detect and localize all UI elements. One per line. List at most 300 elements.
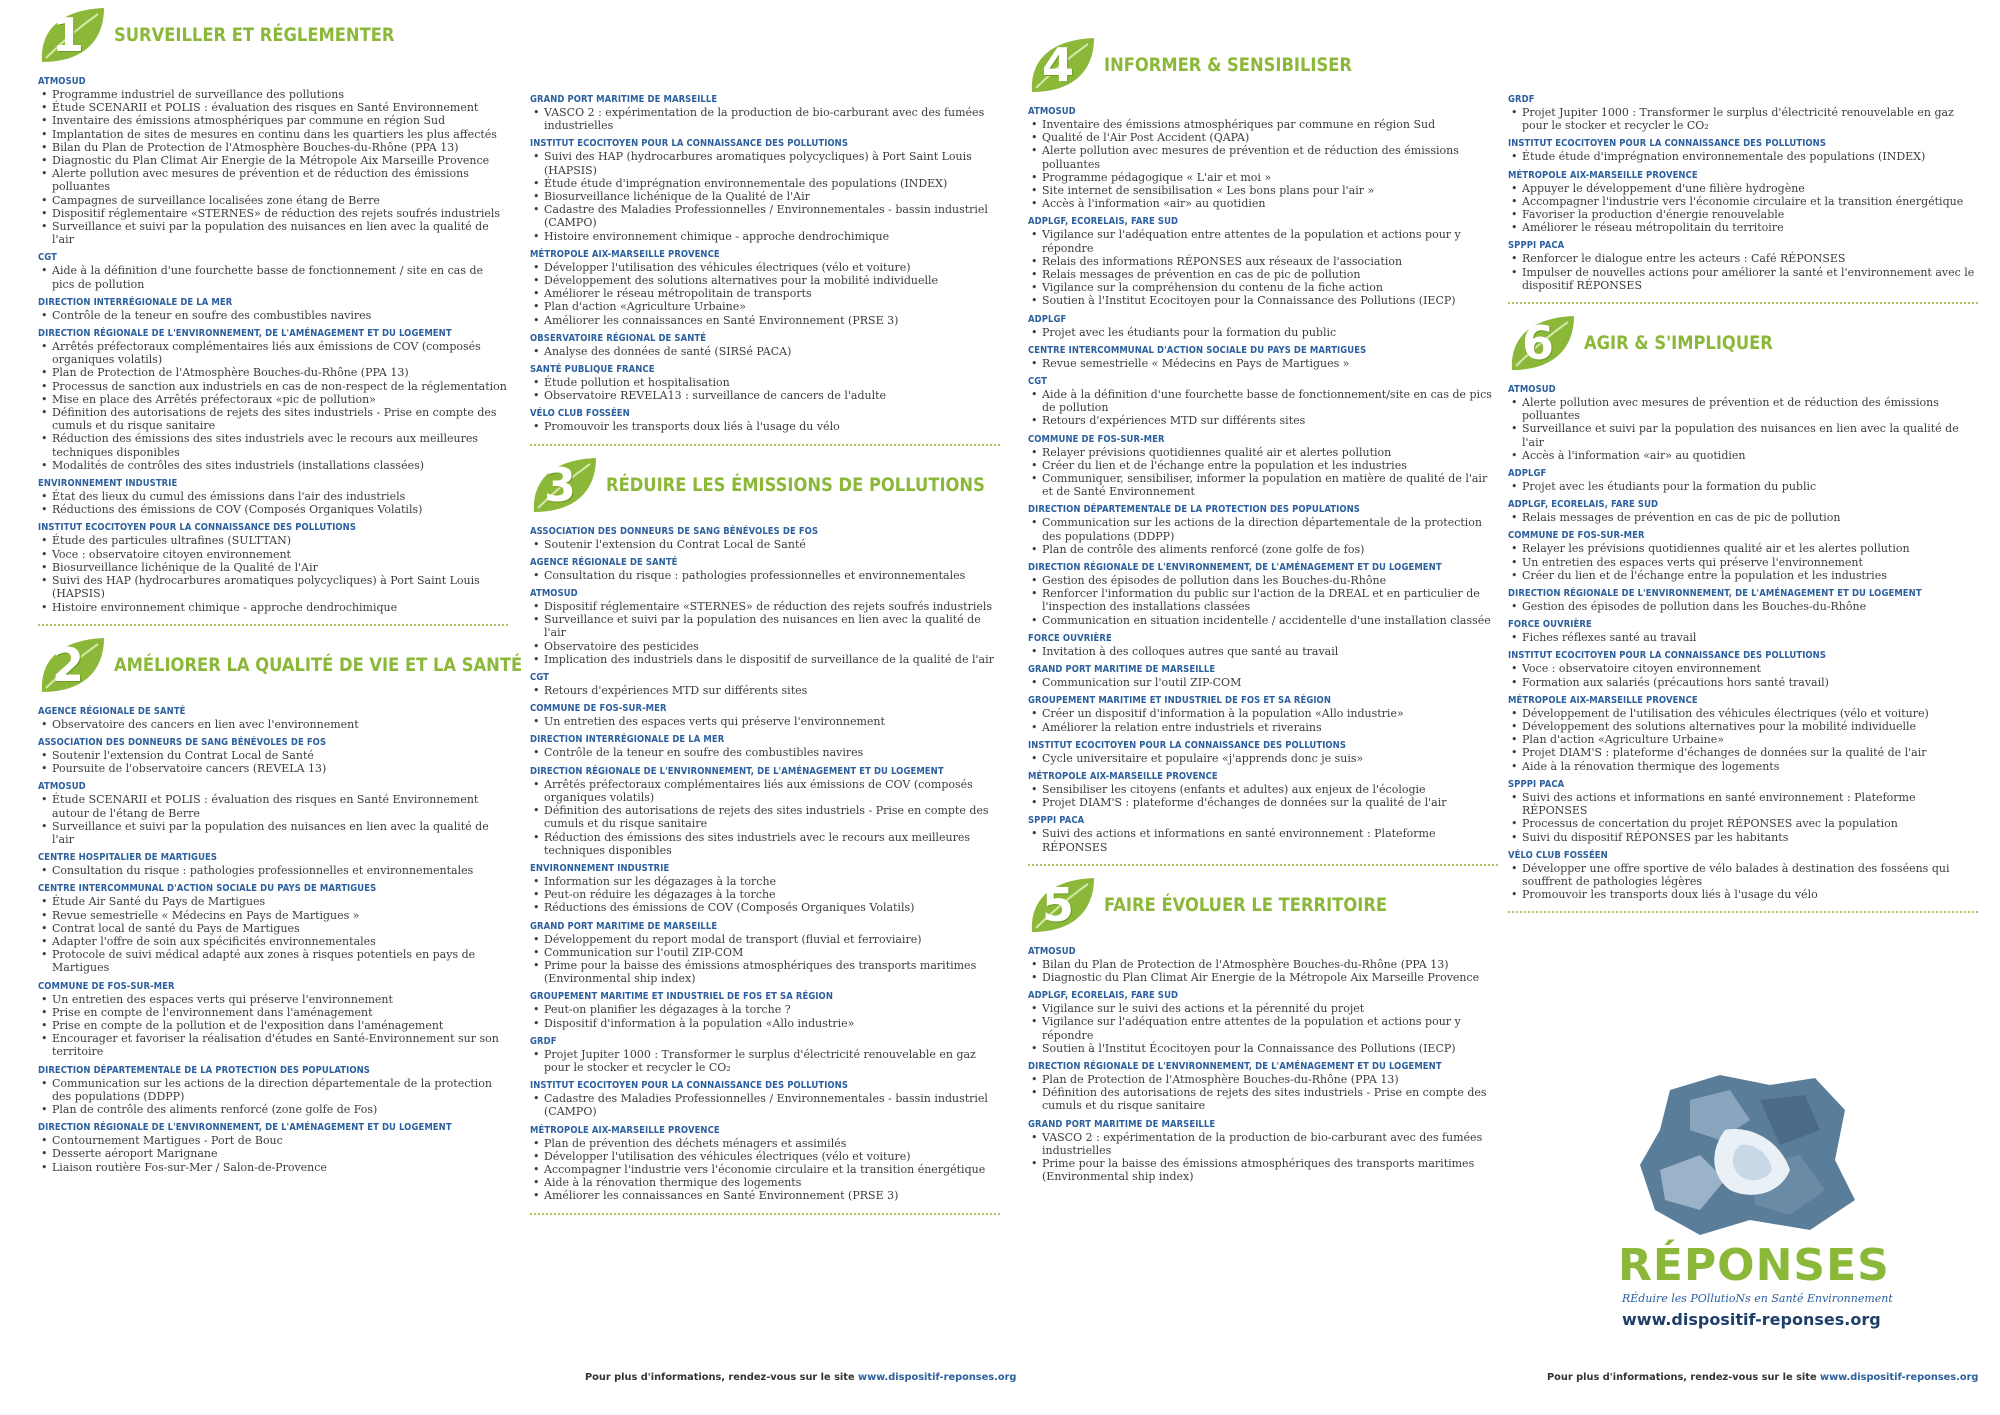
map-collage-icon (1630, 1070, 1860, 1240)
partner-group (530, 921, 1000, 986)
action-item: • Suivi des HAP (hydrocarbures aromatiques polycycliques) à Port Saint Louis (HAPSIS) (530, 150, 1000, 176)
action-item: • Réductions des émissions de COV (Composés Organiques Volatils) (530, 901, 1000, 914)
section-2-continued-groups (530, 94, 1000, 434)
action-item: • Implantation de sites de mesures en continu dans les quartiers les plus affectés (38, 128, 508, 141)
action-item: • Programme industriel de surveillance des pollutions (38, 88, 508, 101)
action-item: • Observatoire des cancers en lien avec l'environnement (38, 718, 508, 731)
action-list (530, 106, 1000, 132)
partner-group (38, 478, 508, 516)
action-list (38, 309, 508, 322)
action-item: • Dispositif réglementaire «STERNES» de réduction des rejets soufrés industriels (38, 207, 508, 220)
action-item: • Étude étude d'imprégnation environnementale des populations (INDEX) (1508, 150, 1978, 163)
partner-name: ADPLGF, ECORELAIS, FARE SUD (1028, 216, 1179, 228)
footer-link[interactable]: www.dispositif-reponses.org (1820, 1372, 1979, 1383)
section-6-groups (1508, 384, 1978, 901)
action-item: • Renforcer l'information du public sur l'action de la DREAL et en particulier de l'inspection des installations classées (1028, 587, 1498, 613)
action-item: • Réduction des émissions des sites industriels avec le recours aux meilleures techniques disponibles (530, 831, 1000, 857)
action-item: • Formation aux salariés (précautions hors santé travail) (1508, 676, 1978, 689)
dotted-separator (38, 624, 508, 626)
action-item: • Aide à la définition d'une fourchette basse de fonctionnement/site en cas de pics de pollution (1028, 388, 1498, 414)
action-list (530, 261, 1000, 327)
partner-group (1028, 664, 1498, 689)
action-item: • Sensibiliser les citoyens (enfants et adultes) aux enjeux de l'écologie (1028, 783, 1498, 796)
action-item: • Un entretien des espaces verts qui préserve l'environnement (530, 715, 1000, 728)
action-item: • Inventaire des émissions atmosphériques par commune en région Sud (38, 114, 508, 127)
action-item: • Bilan du Plan de Protection de l'Atmosphère Bouches-du-Rhône (PPA 13) (1028, 958, 1498, 971)
action-list (1028, 357, 1498, 370)
partner-name: INSTITUT ECOCITOYEN POUR LA CONNAISSANCE DES POLLUTIONS (530, 1080, 849, 1092)
action-item: • Campagnes de surveillance localisées zone étang de Berre (38, 194, 508, 207)
action-item: • Fiches réflexes santé au travail (1508, 631, 1978, 644)
action-item: • Créer du lien et de l'échange entre la population et les industries (1028, 459, 1498, 472)
action-item: • Projet avec les étudiants pour la formation du public (1028, 326, 1498, 339)
action-list (38, 993, 508, 1059)
partner-name: OBSERVATOIRE RÉGIONAL DE SANTÉ (530, 332, 707, 344)
action-item: • Réductions des émissions de COV (Composés Organiques Volatils) (38, 503, 508, 516)
partner-group (1028, 504, 1498, 556)
action-item: • Gestion des épisodes de pollution dans les Bouches-du-Rhône (1028, 574, 1498, 587)
action-item: • Soutenir l'extension du Contrat Local de Santé (530, 538, 1000, 551)
footer-text: Pour plus d'informations, rendez-vous sur le site (585, 1372, 855, 1383)
column-1 (38, 0, 523, 1174)
partner-name: SPPPI PACA (1508, 778, 1565, 790)
action-list (1508, 542, 1978, 582)
action-list (530, 684, 1000, 697)
action-item: • Appuyer le développement d'une filière hydrogène (1508, 182, 1978, 195)
partner-group (1508, 468, 1978, 493)
partner-name: DIRECTION RÉGIONALE DE L'ENVIRONNEMENT, DE L'AMÉNAGEMENT ET DU LOGEMENT (38, 328, 452, 340)
partner-group (1028, 633, 1498, 658)
action-item: • Plan de Protection de l'Atmosphère Bouches-du-Rhône (PPA 13) (38, 366, 508, 379)
partner-group (1028, 990, 1498, 1055)
action-item: • Relais messages de prévention en cas de pic de pollution (1028, 268, 1498, 281)
logo-url-link[interactable]: www.dispositif-reponses.org (1622, 1310, 1881, 1329)
action-item: • Processus de sanction aux industriels en cas de non-respect de la réglementation (38, 380, 508, 393)
partner-name: ATMOSUD (38, 781, 86, 793)
action-item: • VASCO 2 : expérimentation de la production de bio-carburant avec des fumées industrielles (530, 106, 1000, 132)
action-item: • Programme pédagogique « L'air et moi » (1028, 171, 1498, 184)
action-item: • Soutien à l'Institut Ecocitoyen pour la Connaissance des Pollutions (IECP) (1028, 294, 1498, 307)
partner-group (530, 526, 1000, 551)
partner-name: MÉTROPOLE AIX-MARSEILLE PROVENCE (1028, 770, 1218, 782)
action-item: • Qualité de l'Air Post Accident (QAPA) (1028, 131, 1498, 144)
action-item: • Observatoire des pesticides (530, 640, 1000, 653)
action-list (1028, 645, 1498, 658)
partner-name: GROUPEMENT MARITIME ET INDUSTRIEL DE FOS ET SA RÉGION (530, 991, 833, 1003)
action-item: • Développement de l'utilisation des véhicules électriques (vélo et voiture) (1508, 707, 1978, 720)
action-list (530, 420, 1000, 433)
section-title: FAIRE ÉVOLUER LE TERRITOIRE (1104, 893, 1388, 916)
partner-group (38, 883, 508, 974)
action-item: • Retours d'expériences MTD sur différents sites (1028, 414, 1498, 427)
partner-name: CGT (1028, 376, 1048, 388)
action-list (1028, 1073, 1498, 1113)
action-item: • Mise en place des Arrêtés préfectoraux «pic de pollution» (38, 393, 508, 406)
action-list (1508, 707, 1978, 773)
action-list (38, 264, 508, 290)
partner-name: VÉLO CLUB FOSSÉEN (530, 408, 630, 420)
action-item: • Définition des autorisations de rejets des sites industriels - Prise en compte des cumuls et du risque sanitaire (38, 406, 508, 432)
partner-group (38, 1065, 508, 1117)
action-item: • Vigilance sur l'adéquation entre attentes de la population et actions pour y répondre (1028, 1015, 1498, 1041)
action-item: • Diagnostic du Plan Climat Air Energie de la Métropole Aix Marseille Provence (1028, 971, 1498, 984)
partner-group (1028, 376, 1498, 428)
partner-group (530, 364, 1000, 402)
action-item: • Plan de prévention des déchets ménagers et assimilés (530, 1137, 1000, 1150)
partner-name: ADPLGF, ECORELAIS, FARE SUD (1028, 990, 1179, 1002)
action-list (1028, 1131, 1498, 1184)
action-item: • Impulser de nouvelles actions pour améliorer la santé et l'environnement avec le dispositif RÉPONSES (1508, 266, 1978, 292)
action-item: • État des lieux du cumul des émissions dans l'air des industriels (38, 490, 508, 503)
partner-group (38, 522, 508, 613)
action-item: • Communication sur les actions de la direction départementale de la protection des populations (DDPP) (38, 1077, 508, 1103)
partner-group (1508, 779, 1978, 844)
partner-group (1028, 1061, 1498, 1113)
action-item: • Promouvoir les transports doux liés à l'usage du vélo (1508, 888, 1978, 901)
action-list (1028, 516, 1498, 556)
action-item: • Améliorer la relation entre industriels et riverains (1028, 721, 1498, 734)
action-item: • Plan d'action «Agriculture Urbaine» (1508, 733, 1978, 746)
action-item: • Étude SCENARII et POLIS : évaluation des risques en Santé Environnement (38, 101, 508, 114)
section-number: 4 (1042, 38, 1075, 92)
footer-text: Pour plus d'informations, rendez-vous sur le site (1547, 1372, 1817, 1383)
section-number: 3 (544, 457, 577, 512)
partner-group (1508, 588, 1978, 613)
partner-group (1508, 499, 1978, 524)
action-list (1508, 662, 1978, 688)
partner-group (1028, 434, 1498, 499)
action-list (530, 345, 1000, 358)
action-list (530, 875, 1000, 915)
partner-group (530, 557, 1000, 582)
action-list (1028, 228, 1498, 307)
action-item: • Analyse des données de santé (SIRSé PACA) (530, 345, 1000, 358)
action-list (530, 538, 1000, 551)
action-item: • Site internet de sensibilisation « Les bons plans pour l'air » (1028, 184, 1498, 197)
partner-name: DIRECTION RÉGIONALE DE L'ENVIRONNEMENT, DE L'AMÉNAGEMENT ET DU LOGEMENT (1508, 588, 1922, 600)
section-5-header (1028, 870, 1498, 940)
action-item: • Communication en situation incidentelle / accidentelle d'une installation classée (1028, 614, 1498, 627)
partner-group (530, 672, 1000, 697)
partner-name: ATMOSUD (1508, 384, 1556, 396)
action-list (530, 933, 1000, 986)
leaf-icon (1508, 312, 1580, 374)
dotted-separator (1508, 911, 1978, 913)
action-list (1508, 182, 1978, 235)
section-2-groups (38, 706, 508, 1174)
partner-name: ADPLGF (1028, 313, 1067, 325)
action-item: • Relais messages de prévention en cas de pic de pollution (1508, 511, 1978, 524)
action-item: • Prise en compte de la pollution et de l'exposition dans l'aménagement (38, 1019, 508, 1032)
footer-left (585, 1372, 1016, 1383)
partner-name: GROUPEMENT MARITIME ET INDUSTRIEL DE FOS ET SA RÉGION (1028, 695, 1331, 707)
action-item: • Dispositif réglementaire «STERNES» de réduction des rejets soufrés industriels (530, 600, 1000, 613)
section-6-header (1508, 308, 1978, 378)
footer-link[interactable]: www.dispositif-reponses.org (858, 1372, 1017, 1383)
partner-name: FORCE OUVRIÈRE (1508, 619, 1592, 631)
action-item: • Contournement Martigues - Port de Bouc (38, 1134, 508, 1147)
action-item: • Aide à la rénovation thermique des logements (530, 1176, 1000, 1189)
action-item: • Étude pollution et hospitalisation (530, 376, 1000, 389)
action-item: • Prime pour la baisse des émissions atmosphériques des transports maritimes (Environmental ship index) (530, 959, 1000, 985)
partner-group (38, 252, 508, 290)
partner-name: ENVIRONNEMENT INDUSTRIE (530, 862, 670, 874)
partner-group (530, 1036, 1000, 1074)
action-item: • Revue semestrielle « Médecins en Pays de Martigues » (1028, 357, 1498, 370)
partner-group (530, 766, 1000, 857)
action-item: • Adapter l'offre de soin aux spécificités environnementales (38, 935, 508, 948)
partner-group (38, 981, 508, 1059)
partner-name: MÉTROPOLE AIX-MARSEILLE PROVENCE (530, 1124, 720, 1136)
action-item: • Plan de Protection de l'Atmosphère Bouches-du-Rhône (PPA 13) (1028, 1073, 1498, 1086)
section-number: 5 (1042, 877, 1075, 932)
action-item: • Réduction des émissions des sites industriels avec le recours aux meilleures techniques disponibles (38, 432, 508, 458)
action-item: • Liaison routière Fos-sur-Mer / Salon-de-Provence (38, 1161, 508, 1174)
partner-name: GRAND PORT MARITIME DE MARSEILLE (530, 94, 718, 105)
partner-name: VÉLO CLUB FOSSÉEN (1508, 849, 1608, 861)
partner-group (1508, 240, 1978, 292)
partner-name: CENTRE INTERCOMMUNAL D'ACTION SOCIALE DU PAYS DE MARTIGUES (1028, 344, 1367, 356)
action-item: • Relayer prévisions quotidiennes qualité air et alertes pollution (1028, 446, 1498, 459)
partner-name: MÉTROPOLE AIX-MARSEILLE PROVENCE (1508, 694, 1698, 706)
action-item: • Définition des autorisations de rejets des sites industriels - Prise en compte des cumuls et du risque sanitaire (530, 804, 1000, 830)
action-item: • Surveillance et suivi par la population des nuisances en lien avec la qualité de l'air (1508, 422, 1978, 448)
column-2 (530, 88, 1000, 1219)
partner-group (530, 703, 1000, 728)
partner-name: CGT (530, 672, 550, 684)
action-item: • Plan d'action «Agriculture Urbaine» (530, 300, 1000, 313)
action-list (530, 746, 1000, 759)
action-item: • Suivi des HAP (hydrocarbures aromatiques polycycliques) à Port Saint Louis (HAPSIS) (38, 574, 508, 600)
action-item: • Communiquer, sensibiliser, informer la population en matière de qualité de l'air et de Santé Environnement (1028, 472, 1498, 498)
action-item: • Alerte pollution avec mesures de prévention et de réduction des émissions polluantes (38, 167, 508, 193)
dotted-separator (1028, 864, 1498, 866)
partner-name: DIRECTION INTERRÉGIONALE DE LA MER (530, 734, 725, 746)
action-item: • Définition des autorisations de rejets des sites industriels - Prise en compte des cumuls et du risque sanitaire (1028, 1086, 1498, 1112)
partner-name: ENVIRONNEMENT INDUSTRIE (38, 478, 178, 490)
partner-group (38, 1122, 508, 1174)
partner-group (38, 76, 508, 246)
action-list (530, 600, 1000, 666)
action-item: • Favoriser la production d'énergie renouvelable (1508, 208, 1978, 221)
partner-name: COMMUNE DE FOS-SUR-MER (1508, 530, 1645, 542)
partner-name: INSTITUT ECOCITOYEN POUR LA CONNAISSANCE DES POLLUTIONS (1508, 650, 1827, 662)
partner-name: ASSOCIATION DES DONNEURS DE SANG BÉNÉVOLES DE FOS (38, 736, 327, 748)
partner-name: DIRECTION RÉGIONALE DE L'ENVIRONNEMENT, DE L'AMÉNAGEMENT ET DU LOGEMENT (38, 1122, 452, 1134)
action-item: • Diagnostic du Plan Climat Air Energie de la Métropole Aix Marseille Provence (38, 154, 508, 167)
action-item: • Aide à la rénovation thermique des logements (1508, 760, 1978, 773)
partner-group (1028, 216, 1498, 307)
action-item: • Arrêtés préfectoraux complémentaires liés aux émissions de COV (composés organiques volatils) (530, 778, 1000, 804)
action-item: • Accompagner l'industrie vers l'économie circulaire et la transition énergétique (530, 1163, 1000, 1176)
partner-group (530, 1080, 1000, 1118)
action-item: • Aide à la définition d'une fourchette basse de fonctionnement / site en cas de pics de pollution (38, 264, 508, 290)
partner-name: GRDF (1508, 94, 1535, 105)
partner-name: SPPPI PACA (1028, 815, 1085, 827)
partner-group (38, 737, 508, 775)
section-title: AGIR & S'IMPLIQUER (1584, 332, 1773, 355)
action-item: • Accès à l'information «air» au quotidien (1028, 197, 1498, 210)
section-number: 2 (52, 637, 85, 692)
action-item: • Relais des informations RÉPONSES aux réseaux de l'association (1028, 255, 1498, 268)
action-item: • Peut-on réduire les dégazages à la torche (530, 888, 1000, 901)
action-item: • Plan de contrôle des aliments renforcé (zone golfe de fos) (1028, 543, 1498, 556)
action-item: • Développement des solutions alternatives pour la mobilité individuelle (530, 274, 1000, 287)
action-item: • Bilan du Plan de Protection de l'Atmosphère Bouches-du-Rhône (PPA 13) (38, 141, 508, 154)
action-list (530, 1003, 1000, 1029)
action-item: • Développement des solutions alternatives pour la mobilité individuelle (1508, 720, 1978, 733)
action-item: • Développer l'utilisation des véhicules électriques (vélo et voiture) (530, 261, 1000, 274)
action-item: • Accès à l'information «air» au quotidien (1508, 449, 1978, 462)
action-list (1028, 827, 1498, 853)
partner-name: ATMOSUD (1028, 106, 1076, 117)
action-item: • Inventaire des émissions atmosphériques par commune en région Sud (1028, 118, 1498, 131)
action-list (38, 340, 508, 472)
action-list (1028, 574, 1498, 627)
action-list (1028, 676, 1498, 689)
action-list (1028, 446, 1498, 499)
action-item: • Communication sur les actions de la direction départementale de la protection des populations (DDPP) (1028, 516, 1498, 542)
action-item: • Étude SCENARII et POLIS : évaluation des risques en Santé Environnement autour de l'étang de Berre (38, 793, 508, 819)
column-4 (1508, 88, 1978, 917)
dotted-separator (1508, 302, 1978, 304)
partner-group (1508, 94, 1978, 132)
action-item: • Surveillance et suivi par la population des nuisances en lien avec la qualité de l'air (38, 820, 508, 846)
action-item: • Voce : observatoire citoyen environnement (38, 548, 508, 561)
action-item: • Prise en compte de l'environnement dans l'aménagement (38, 1006, 508, 1019)
action-list (1508, 106, 1978, 132)
action-list (1028, 783, 1498, 809)
partner-group (1028, 1119, 1498, 1184)
action-item: • Améliorer les connaissances en Santé Environnement (PRSE 3) (530, 1189, 1000, 1202)
action-item: • Surveillance et suivi par la population des nuisances en lien avec la qualité de l'air (38, 220, 508, 246)
action-item: • Accompagner l'industrie vers l'économie circulaire et la transition énergétique (1508, 195, 1978, 208)
section-title: SURVEILLER ET RÉGLEMENTER (114, 24, 395, 46)
action-list (38, 490, 508, 516)
action-list (1028, 707, 1498, 733)
action-item: • Renforcer le dialogue entre les acteurs : Café RÉPONSES (1508, 252, 1978, 265)
partner-group (1028, 815, 1498, 853)
action-list (1028, 118, 1498, 210)
action-item: • Développer une offre sportive de vélo balades à destination des fosséens qui souffrent de pathologies légères (1508, 862, 1978, 888)
action-item: • Améliorer les connaissances en Santé Environnement (PRSE 3) (530, 314, 1000, 327)
action-item: • Améliorer le réseau métropolitain de transports (530, 287, 1000, 300)
partner-group (38, 781, 508, 846)
action-item: • Revue semestrielle « Médecins en Pays de Martigues » (38, 909, 508, 922)
action-item: • Contrôle de la teneur en soufre des combustibles navires (530, 746, 1000, 759)
partner-name: MÉTROPOLE AIX-MARSEILLE PROVENCE (530, 248, 720, 260)
section-5-continued-groups (1508, 94, 1978, 292)
action-item: • Étude Air Santé du Pays de Martigues (38, 895, 508, 908)
section-3-header (530, 450, 1000, 520)
action-item: • Consultation du risque : pathologies professionnelles et environnementales (530, 569, 1000, 582)
action-item: • Contrat local de santé du Pays de Martigues (38, 922, 508, 935)
section-1-groups (38, 76, 508, 614)
action-list (530, 150, 1000, 242)
partner-name: COMMUNE DE FOS-SUR-MER (530, 703, 667, 715)
action-item: • Étude des particules ultrafines (SULTTAN) (38, 534, 508, 547)
partner-group (530, 734, 1000, 759)
reponses-logo (1600, 1070, 1900, 1340)
action-item: • Projet Jupiter 1000 : Transformer le surplus d'électricité renouvelable en gaz pour le stocker et recycler le CO₂ (530, 1048, 1000, 1074)
action-item: • Suivi des actions et informations en santé environnement : Plateforme RÉPONSES (1028, 827, 1498, 853)
action-list (530, 1048, 1000, 1074)
partner-group (530, 1125, 1000, 1203)
action-list (530, 715, 1000, 728)
section-title: INFORMER & SENSIBILISER (1104, 54, 1353, 76)
action-item: • Projet DIAM'S : plateforme d'échanges de données sur la qualité de l'air (1508, 746, 1978, 759)
action-list (38, 793, 508, 846)
partner-name: CENTRE HOSPITALIER DE MARTIGUES (38, 852, 218, 864)
action-list (530, 1137, 1000, 1203)
action-item: • Dispositif d'information à la population «Allo industrie» (530, 1017, 1000, 1030)
partner-group (1028, 314, 1498, 339)
action-item: • Relayer les prévisions quotidiennes qualité air et les alertes pollution (1508, 542, 1978, 555)
footer-right (1547, 1372, 1978, 1383)
action-item: • Projet DIAM'S : plateforme d'échanges de données sur la qualité de l'air (1028, 796, 1498, 809)
partner-name: GRDF (530, 1035, 557, 1047)
action-list (1028, 1002, 1498, 1055)
partner-group (1028, 740, 1498, 765)
action-item: • Surveillance et suivi par la population des nuisances en lien avec la qualité de l'air (530, 613, 1000, 639)
action-item: • Suivi des actions et informations en santé environnement : Plateforme RÉPONSES (1508, 791, 1978, 817)
partner-group (1508, 530, 1978, 582)
action-item: • Voce : observatoire citoyen environnement (1508, 662, 1978, 675)
partner-group (530, 249, 1000, 327)
action-item: • Étude étude d'imprégnation environnementale des populations (INDEX) (530, 177, 1000, 190)
partner-group (1508, 695, 1978, 773)
action-list (1508, 396, 1978, 462)
partner-name: MÉTROPOLE AIX-MARSEILLE PROVENCE (1508, 169, 1698, 181)
partner-group (38, 297, 508, 322)
partner-name: SANTÉ PUBLIQUE FRANCE (530, 364, 655, 376)
partner-name: DIRECTION DÉPARTEMENTALE DE LA PROTECTION DES POPULATIONS (38, 1064, 370, 1076)
partner-name: ADPLGF (1508, 468, 1547, 480)
action-item: • Vigilance sur l'adéquation entre attentes de la population et actions pour y répondre (1028, 228, 1498, 254)
action-item: • Desserte aéroport Marignane (38, 1147, 508, 1160)
partner-group (1028, 946, 1498, 984)
section-2-header (38, 630, 523, 700)
section-title: RÉDUIRE LES ÉMISSIONS DE POLLUTIONS (606, 473, 985, 496)
leaf-icon (1028, 34, 1100, 96)
section-4-header (1028, 30, 1498, 100)
partner-group (530, 94, 1000, 132)
action-item: • Information sur les dégazages à la torche (530, 875, 1000, 888)
action-item: • Consultation du risque : pathologies professionnelles et environnementales (38, 864, 508, 877)
partner-group (38, 852, 508, 877)
action-item: • VASCO 2 : expérimentation de la production de bio-carburant avec des fumées industrielles (1028, 1131, 1498, 1157)
partner-group (530, 408, 1000, 433)
action-item: • Biosurveillance lichénique de la Qualité de l'Air (530, 190, 1000, 203)
leaf-icon (38, 4, 110, 66)
action-list (38, 88, 508, 246)
action-list (1028, 388, 1498, 428)
action-item: • Contrôle de la teneur en soufre des combustibles navires (38, 309, 508, 322)
action-item: • Soutenir l'extension du Contrat Local de Santé (38, 749, 508, 762)
section-number: 1 (52, 8, 85, 62)
action-item: • Communication sur l'outil ZIP-COM (530, 946, 1000, 959)
partner-name: CENTRE INTERCOMMUNAL D'ACTION SOCIALE DU PAYS DE MARTIGUES (38, 883, 377, 895)
action-item: • Observatoire REVELA13 : surveillance de cancers de l'adulte (530, 389, 1000, 402)
action-list (1508, 252, 1978, 292)
action-list (1508, 511, 1978, 524)
section-3-groups (530, 526, 1000, 1203)
action-list (38, 895, 508, 974)
section-number: 6 (1522, 316, 1555, 371)
partner-group (1508, 138, 1978, 163)
action-item: • Alerte pollution avec mesures de prévention et de réduction des émissions polluantes (1508, 396, 1978, 422)
partner-group (1028, 695, 1498, 733)
